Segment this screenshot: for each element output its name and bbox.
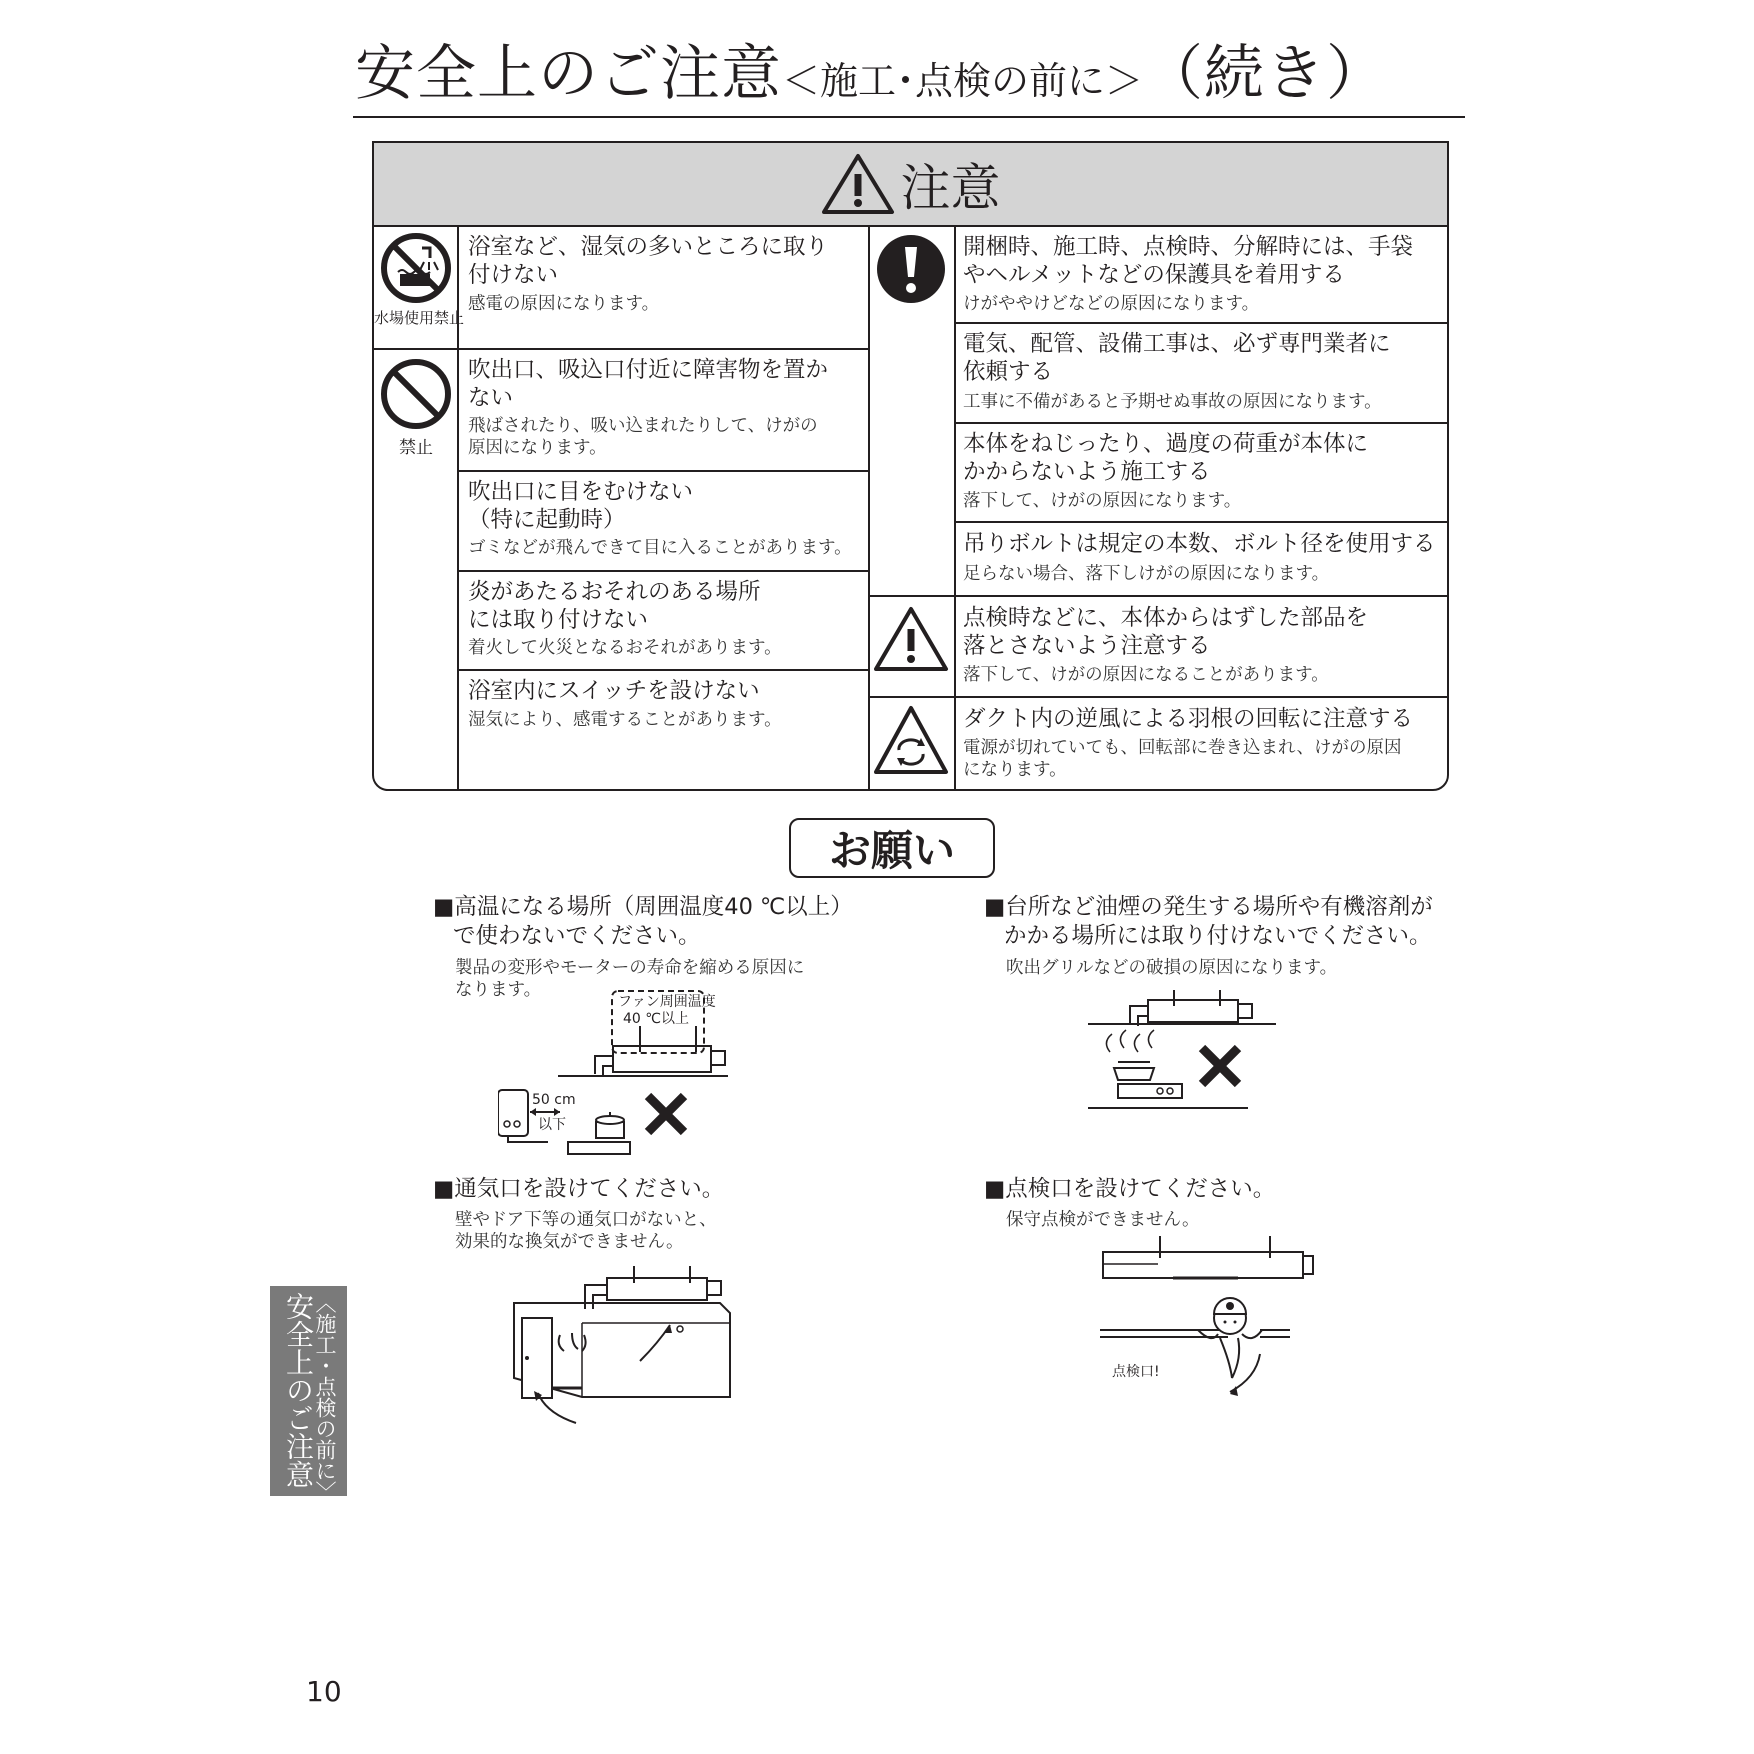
caution-heading [374,143,1447,225]
caution-item-heading: 吊りボルトは規定の本数、ボルト径を使用する [963,531,1436,557]
divider [954,225,956,791]
request-item-note: なります。 [455,980,542,1000]
page-number: 10 [306,1675,342,1708]
inspection-label: 点検口! [1112,1364,1160,1380]
request-item-heading: ■通気口を設けてください。 [433,1176,725,1202]
row-divider [457,669,870,671]
title-subtitle: ＜施工･点検の前に＞ [782,59,1144,103]
title-main: 安全上のご注意 [355,39,782,109]
caution-item-heading: やヘルメットなどの保護具を着用する [963,262,1345,288]
row-divider [954,422,1449,424]
fan-temp-label: ファン周囲温度 [618,994,716,1010]
caution-item-heading: 炎があたるおそれのある場所 [468,579,761,605]
section-side-tab [270,1286,347,1502]
title-continued: （続き） [1143,39,1388,109]
caution-item-note: 足らない場合、落下しけがの原因になります。 [963,564,1330,584]
caution-item-heading: 本体をねじったり、過度の荷重が本体に [963,431,1369,457]
distance-label: 50 cm [532,1092,576,1108]
divider [868,225,870,791]
caution-item-heading: かからないよう施工する [963,459,1211,485]
caution-item-heading: 浴室など、湿気の多いところに取り [468,234,829,260]
rotation-caution-icon [873,704,949,776]
caution-heading-text: 注意 [900,159,1001,217]
request-item-note: 保守点検ができません。 [1006,1210,1200,1230]
caution-item-heading: 開梱時、施工時、点検時、分解時には、手袋 [963,234,1414,260]
request-item-heading: ■台所など油煙の発生する場所や有機溶剤が [984,894,1433,920]
caution-item-heading: 吹出口に目をむけない [468,479,694,505]
caution-triangle-icon [873,605,949,673]
caution-item-note: 着火して火災となるおそれがあります。 [468,638,782,658]
row-divider [457,570,870,572]
caution-item-heading: （特に起動時） [468,507,626,533]
request-item-note: 製品の変形やモーターの寿命を縮める原因に [455,958,805,978]
row-divider [374,348,870,350]
request-item-heading: で使わないでください。 [453,923,701,949]
no-water-area-icon [380,232,452,304]
icon-label: 禁止 [399,438,433,458]
caution-item-heading: 電気、配管、設備工事は、必ず専門業者に [963,331,1391,357]
request-item-heading: ■点検口を設けてください。 [984,1176,1276,1202]
prohibition-icon [380,358,452,430]
page-title [355,39,1388,109]
request-item-note: 吹出グリルなどの破損の原因になります。 [1006,958,1338,978]
caution-item-heading: 浴室内にスイッチを設けない [468,678,760,704]
caution-item-heading: 依頼する [963,359,1054,385]
mandatory-action-icon [875,233,947,305]
kitchen-oil-smoke-illustration [1088,990,1278,1120]
request-heading: お願い [789,818,995,878]
caution-item-heading: には取り付けない [468,607,649,633]
row-divider [457,470,870,472]
caution-item-note: 湿気により、感電することがあります。 [468,710,782,730]
caution-item-note: 工事に不備があると予期せぬ事故の原因になります。 [963,392,1382,412]
caution-item-heading: 点検時などに、本体からはずした部品を [963,605,1369,631]
caution-item-note: になります。 [963,760,1067,780]
title-underline [353,116,1465,118]
caution-section [372,141,1449,791]
row-divider [954,322,1449,324]
caution-item-note: 電源が切れていても、回転部に巻き込まれ、けがの原因 [963,738,1402,758]
request-item-heading: かかる場所には取り付けないでください。 [1004,923,1432,949]
caution-item-note: 飛ばされたり、吸い込まれたりして、けがの [468,416,818,436]
caution-item-heading: 付けない [468,262,559,288]
caution-item-note: 感電の原因になります。 [468,294,660,314]
caution-item-note: 原因になります。 [468,438,607,458]
caution-item-heading: 落とさないよう注意する [963,633,1211,659]
fan-temp-label: 40 ℃以上 [623,1011,689,1027]
distance-label: 以下 [538,1117,566,1133]
warning-triangle-icon [821,152,895,216]
caution-item-note: ゴミなどが飛んできて目に入ることがあります。 [468,538,852,558]
request-item-note: 効果的な換気ができません。 [455,1232,684,1252]
request-item-heading: ■高温になる場所（周囲温度40 ℃以上） [433,894,853,920]
side-tab-subtitle: 〈施工・点検の前に〉 [313,1292,337,1502]
inspection-port-illustration [1098,1234,1320,1414]
high-temperature-illustration [498,986,738,1156]
caution-item-note: けがややけどなどの原因になります。 [963,294,1260,314]
caution-item-note: 落下して、けがの原因になることがあります。 [963,665,1329,685]
caution-item-heading: 吹出口、吸込口付近に障害物を置か [468,357,829,383]
row-divider [954,521,1449,523]
request-item-note: 壁やドア下等の通気口がないと、 [455,1210,717,1230]
side-tab-title: 安全上のご注意 [282,1292,315,1488]
row-divider [868,696,1449,698]
caution-item-heading: ダクト内の逆風による羽根の回転に注意する [963,706,1414,732]
row-divider [868,595,1449,597]
icon-label: 水場使用禁止 [374,309,465,327]
caution-item-note: 落下して、けがの原因になります。 [963,491,1242,511]
ventilation-illustration [512,1263,734,1438]
caution-item-heading: ない [468,385,514,411]
